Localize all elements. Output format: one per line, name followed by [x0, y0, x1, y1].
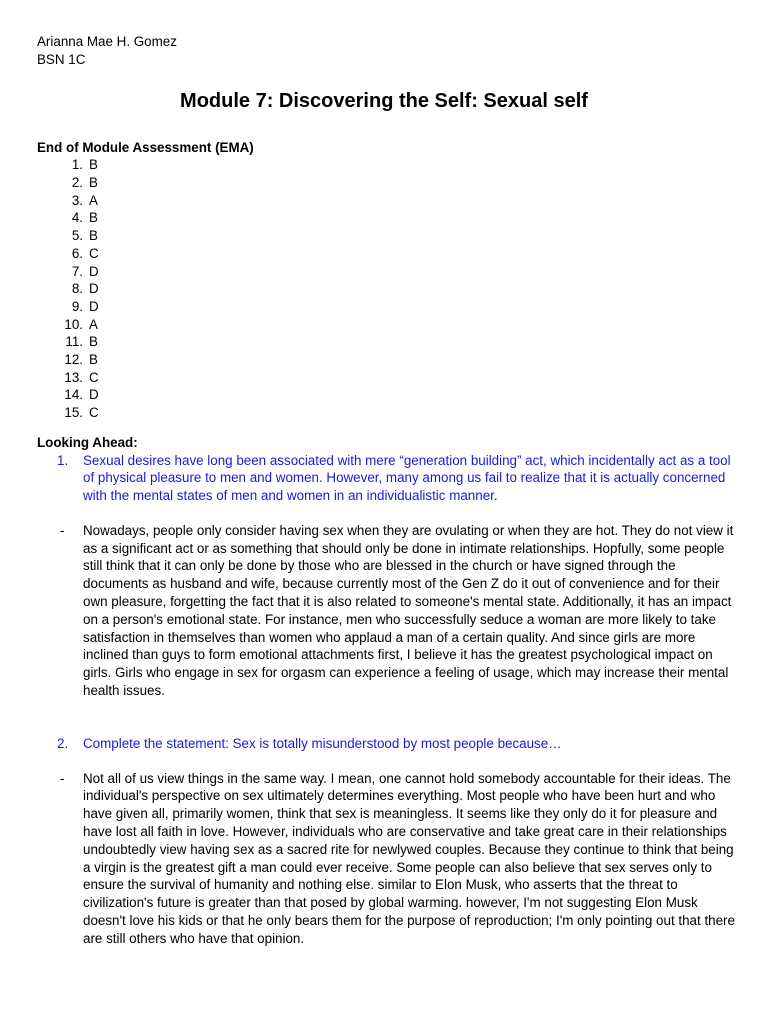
ema-answer-value: A — [89, 316, 98, 332]
ema-answer-item — [37, 280, 737, 298]
ema-answer-number: 4. — [71, 210, 83, 226]
ema-answer-value: D — [89, 263, 99, 279]
document-page — [37, 33, 737, 948]
ema-answer-item — [37, 174, 737, 192]
ema-answer-number: 5. — [71, 228, 83, 244]
ema-answer-value: B — [89, 228, 98, 244]
ema-answer-item — [37, 192, 737, 210]
ema-answer-value: B — [89, 351, 98, 367]
ema-answer-number: 2. — [71, 175, 83, 191]
ema-answer-item — [37, 245, 737, 263]
ema-answer-number: 14. — [64, 387, 83, 403]
ema-answer-item — [37, 404, 737, 422]
page-title: Module 7: Discovering the Self: Sexual self — [180, 89, 588, 112]
ema-answer-item — [37, 298, 737, 316]
ema-answer-item — [37, 369, 737, 387]
question-1 — [37, 452, 737, 505]
ema-answer-value: C — [89, 245, 99, 261]
ema-answer-number: 10. — [64, 316, 83, 332]
looking-ahead-heading: Looking Ahead: — [37, 434, 138, 450]
ema-answer-number: 6. — [71, 245, 83, 261]
ema-answer-item — [37, 156, 737, 174]
ema-answer-item — [37, 227, 737, 245]
ema-answer-value: B — [89, 157, 98, 173]
ema-heading: End of Module Assessment (EMA) — [37, 139, 254, 155]
ema-answer-value: B — [89, 334, 98, 350]
ema-answer-number: 12. — [64, 351, 83, 367]
ema-answer-item — [37, 333, 737, 351]
ema-answer-item — [37, 386, 737, 404]
author-section: BSN 1C — [37, 51, 86, 67]
answer-2-bullet: - — [60, 770, 65, 786]
answer-1-bullet: - — [60, 522, 65, 538]
ema-answer-list — [37, 156, 737, 421]
question-2-text: Complete the statement: Sex is totally misunderstood by most people because… — [83, 735, 562, 751]
question-1-number: 1. — [57, 452, 69, 468]
ema-answer-value: C — [89, 369, 99, 385]
ema-answer-value: D — [89, 281, 99, 297]
ema-answer-number: 3. — [71, 192, 83, 208]
ema-answer-value: B — [89, 210, 98, 226]
ema-answer-item — [37, 263, 737, 281]
ema-answer-number: 8. — [71, 281, 83, 297]
author-name: Arianna Mae H. Gomez — [37, 34, 177, 49]
ema-answer-number: 7. — [71, 263, 83, 279]
ema-answer-value: D — [89, 298, 99, 314]
ema-answer-number: 15. — [64, 405, 83, 421]
ema-answer-item — [37, 209, 737, 227]
question-2-number: 2. — [57, 735, 69, 751]
ema-answer-item — [37, 351, 737, 369]
ema-answer-number: 13. — [64, 369, 83, 385]
ema-answer-number: 11. — [65, 334, 83, 350]
ema-answer-value: A — [89, 192, 98, 208]
answer-1 — [37, 522, 737, 700]
question-1-text: Sexual desires have long been associated with mere “generation building” act, which incidentally act as a tool of physical pleasure to men and women. However, many among us fail to realize that it is actually concerned with the mental states of men and women in an individualistic manner. — [83, 452, 731, 504]
ema-answer-item — [37, 316, 737, 334]
answer-2-text: Not all of us view things in the same way. I mean, one cannot hold somebody accountable for their ideas. The individual's perspective on sex ultimately determines everything. Most people who have been hurt and who have given all, primarily women, think that sex is meaningless. It seems like they only do it for pleasure and have lost all faith in love. However, individuals who are conservative and take great care in their relationships undoubtedly view having sex as a sacred rite for newlywed couples. Because they continue to think that being a virgin is the greatest gift a man could ever receive. Some people can also believe that sex serves only to ensure the survival of humanity and nothing else. similar to Elon Musk, who asserts that the threat to civilization's future is greater than that posed by global warming. however, I'm not suggesting Elon Musk doesn't love his kids or that he only bears them for the purpose of reproduction; I'm only pointing out that there are still others who have that opinion. — [83, 770, 735, 946]
ema-answer-value: D — [89, 387, 99, 403]
ema-answer-number: 9. — [71, 298, 83, 314]
ema-answer-value: C — [89, 405, 99, 421]
ema-answer-value: B — [89, 175, 98, 191]
question-2 — [37, 735, 737, 753]
answer-1-text: Nowadays, people only consider having sex when they are ovulating or when they are hot. They do not view it as a significant act or as something that should only be done in intimate relationships. Hopfully, some people still think that it can only be done by those who are blessed in the church or have signed through the documents as husband and wife, because currently most of the Gen Z do it out of convenience and for their own pleasure, forgetting the fact that it is also related to someone's mental state. Additionally, it has an impact on a person's emotional state. For instance, men who successfully seduce a woman are more likely to take satisfaction in themselves than women who applaud a man of a certain quality. And since girls are more inclined than guys to form emotional attachments first, I believe it has the greatest psychological impact on girls. Girls who engage in sex for orgasm can experience a feeling of usage, which may increase their mental health issues. — [83, 522, 734, 699]
answer-2 — [37, 770, 737, 948]
ema-answer-number: 1. — [71, 157, 83, 173]
